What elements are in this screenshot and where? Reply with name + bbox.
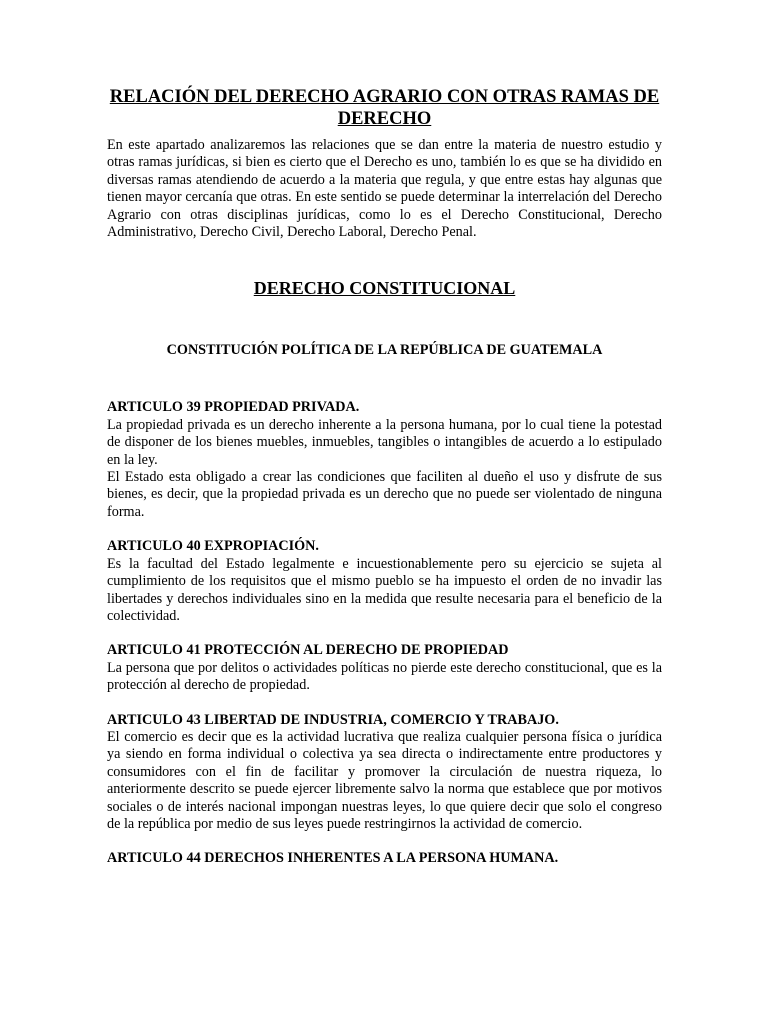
intro-paragraph: En este apartado analizaremos las relaciones que se dan entre la materia de nuestro estudio y otras ramas jurídicas, si bien es cierto que el Derecho es uno, también lo es que se ha dividido en diversas ramas atendiendo de acuerdo a la materia que regula, y que entre estas hay algunas que tienen mayor cercanía que otras. En este sentido se puede determinar la interrelación del Derecho Agrario con otras disciplinas jurídicas, como lo es el Derecho Constitucional, Derecho Administrativo, Derecho Civil, Derecho Laboral, Derecho Penal.	[107, 137, 662, 241]
document-page	[107, 86, 662, 868]
article-heading: ARTICULO 44 DERECHOS INHERENTES A LA PERSONA HUMANA.	[107, 850, 559, 867]
article-heading: ARTICULO 41 PROTECCIÓN AL DERECHO DE PROPIEDAD	[107, 642, 509, 659]
section-title: DERECHO CONSTITUCIONAL	[253, 278, 516, 299]
article-paragraph: El comercio es decir que es la actividad lucrativa que realiza cualquier persona física o jurídica ya siendo en forma individual o colectiva ya sea directa o indirectamente entre productores y consumidores con el fin de facilitar y promover la circulación de nuestra riqueza, lo anteriormente descrito se puede ejercer libremente salvo la norma que establece que por motivos sociales o de interés nacional impongan nuestras leyes, lo que quiere decir que solo el congreso de la república por medio de sus leyes puede restringirnos la actividad de comercio.	[107, 728, 662, 832]
article-paragraph: Es la facultad del Estado legalmente e incuestionablemente pero su ejercicio se sujeta al cumplimiento de los requisitos que el mismo pueblo se ha impuesto el orden de no invadir las libertades y derechos individuales sino en la medida que resulte necesaria para el beneficio de la colectividad.	[107, 555, 662, 624]
article-44	[107, 850, 662, 867]
article-heading: ARTICULO 39 PROPIEDAD PRIVADA.	[107, 399, 360, 416]
article-paragraph: El Estado esta obligado a crear las condiciones que faciliten al dueño el uso y disfrute de sus bienes, es decir, que la propiedad privada es un derecho que no puede ser violentado de ninguna forma.	[107, 469, 662, 520]
article-paragraph: La propiedad privada es un derecho inherente a la persona humana, por lo cual tiene la potestad de disponer de los bienes muebles, inmuebles, tangibles o intangibles de acuerdo a lo estipulado en la ley.	[107, 416, 662, 468]
article-paragraph: La persona que por delitos o actividades políticas no pierde este derecho constitucional, que es la protección al derecho de propiedad.	[107, 659, 662, 694]
article-40	[107, 538, 662, 625]
article-39	[107, 399, 662, 521]
subsection-title: CONSTITUCIÓN POLÍTICA DE LA REPÚBLICA DE GUATEMALA	[166, 342, 603, 359]
document-title: RELACIÓN DEL DERECHO AGRARIO CON OTRAS RAMAS DE DERECHO	[109, 87, 660, 129]
article-heading: ARTICULO 40 EXPROPIACIÓN.	[107, 538, 319, 555]
article-heading: ARTICULO 43 LIBERTAD DE INDUSTRIA, COMERCIO Y TRABAJO.	[107, 711, 559, 728]
article-41	[107, 642, 662, 694]
article-43	[107, 712, 662, 834]
